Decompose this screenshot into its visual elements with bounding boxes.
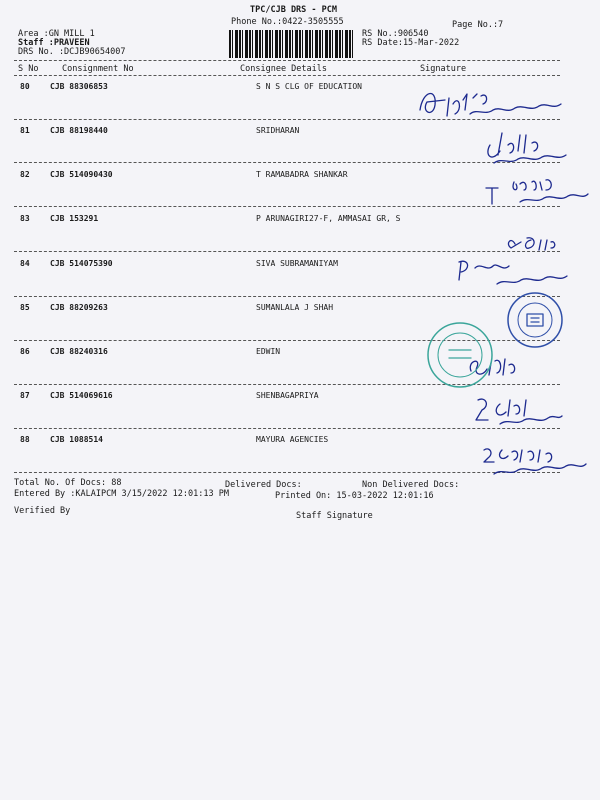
column-header-sno: S No — [18, 64, 39, 74]
rs-number: RS No.:906540 — [362, 29, 429, 39]
row-divider — [14, 206, 560, 207]
row-consignee: MAYURA AGENCIES — [256, 435, 329, 444]
phone-number: Phone No.:0422-3505555 — [231, 17, 344, 27]
row-sno: 86 — [20, 347, 30, 356]
staff-signature-label: Staff Signature — [296, 511, 373, 521]
row-sno: 85 — [20, 303, 30, 312]
signature-84 — [455, 232, 570, 292]
row-divider — [14, 296, 560, 297]
row-consignee: T RAMABADRA SHANKAR — [256, 170, 348, 179]
drs-number: DRS No. :DCJB90654007 — [18, 47, 126, 57]
row-consignment: CJB 514075390 — [50, 259, 113, 268]
row-consignment: CJB 514090430 — [50, 170, 113, 179]
staff-label: Staff :PRAVEEN — [18, 38, 90, 48]
row-consignee: SHENBAGAPRIYA — [256, 391, 319, 400]
signature-87 — [470, 390, 565, 435]
row-sno: 81 — [20, 126, 30, 135]
company-seal-stamp — [505, 290, 565, 350]
verified-by: Verified By — [14, 506, 71, 516]
row-consignment: CJB 514069616 — [50, 391, 113, 400]
row-sno: 84 — [20, 259, 30, 268]
page-number: Page No.:7 — [452, 20, 504, 30]
row-sno: 80 — [20, 82, 30, 91]
row-consignee: P ARUNAGIRI27-F, AMMASAI GR, S — [256, 214, 401, 223]
row-sno: 87 — [20, 391, 30, 400]
row-consignment: CJB 88306853 — [50, 82, 108, 91]
row-consignment: CJB 1088514 — [50, 435, 103, 444]
divider — [14, 75, 560, 76]
row-consignee: SUMANLALA J SHAH — [256, 303, 334, 312]
document-title: TPC/CJB DRS - PCM — [250, 5, 337, 15]
signature-81 — [480, 125, 570, 170]
row-consignee: EDWIN — [256, 347, 281, 356]
row-sno: 83 — [20, 214, 30, 223]
barcode-image — [229, 30, 353, 58]
total-docs: Total No. Of Docs: 88 — [14, 478, 122, 488]
row-sno: 82 — [20, 170, 30, 179]
non-delivered-docs: Non Delivered Docs: — [362, 480, 460, 490]
row-sno: 88 — [20, 435, 30, 444]
signature-88 — [480, 438, 590, 483]
row-consignment: CJB 153291 — [50, 214, 99, 223]
row-divider — [14, 162, 560, 163]
row-consignment: CJB 88209263 — [50, 303, 108, 312]
row-divider — [14, 472, 560, 473]
row-consignment: CJB 88240316 — [50, 347, 108, 356]
area-label: Area :GN MILL 1 — [18, 29, 95, 39]
divider — [14, 60, 560, 61]
column-header-signature: Signature — [420, 64, 467, 74]
signature-80 — [415, 80, 565, 130]
row-consignment: CJB 88198440 — [50, 126, 108, 135]
row-consignee: SRIDHARAN — [256, 126, 300, 135]
delivered-docs: Delivered Docs: — [225, 480, 302, 490]
column-header-consignment: Consignment No — [62, 64, 134, 74]
row-consignee: SIVA SUBRAMANIYAM — [256, 259, 338, 268]
column-header-consignee: Consignee Details — [240, 64, 327, 74]
signature-82 — [480, 168, 590, 213]
round-stamp — [425, 320, 495, 390]
printed-on: Printed On: 15-03-2022 12:01:16 — [275, 491, 434, 501]
rs-date: RS Date:15-Mar-2022 — [362, 38, 460, 48]
entered-by: Entered By :KALAIPCM 3/15/2022 12:01:13 PM — [14, 489, 229, 499]
row-consignee: S N S CLG OF EDUCATION — [256, 82, 362, 91]
